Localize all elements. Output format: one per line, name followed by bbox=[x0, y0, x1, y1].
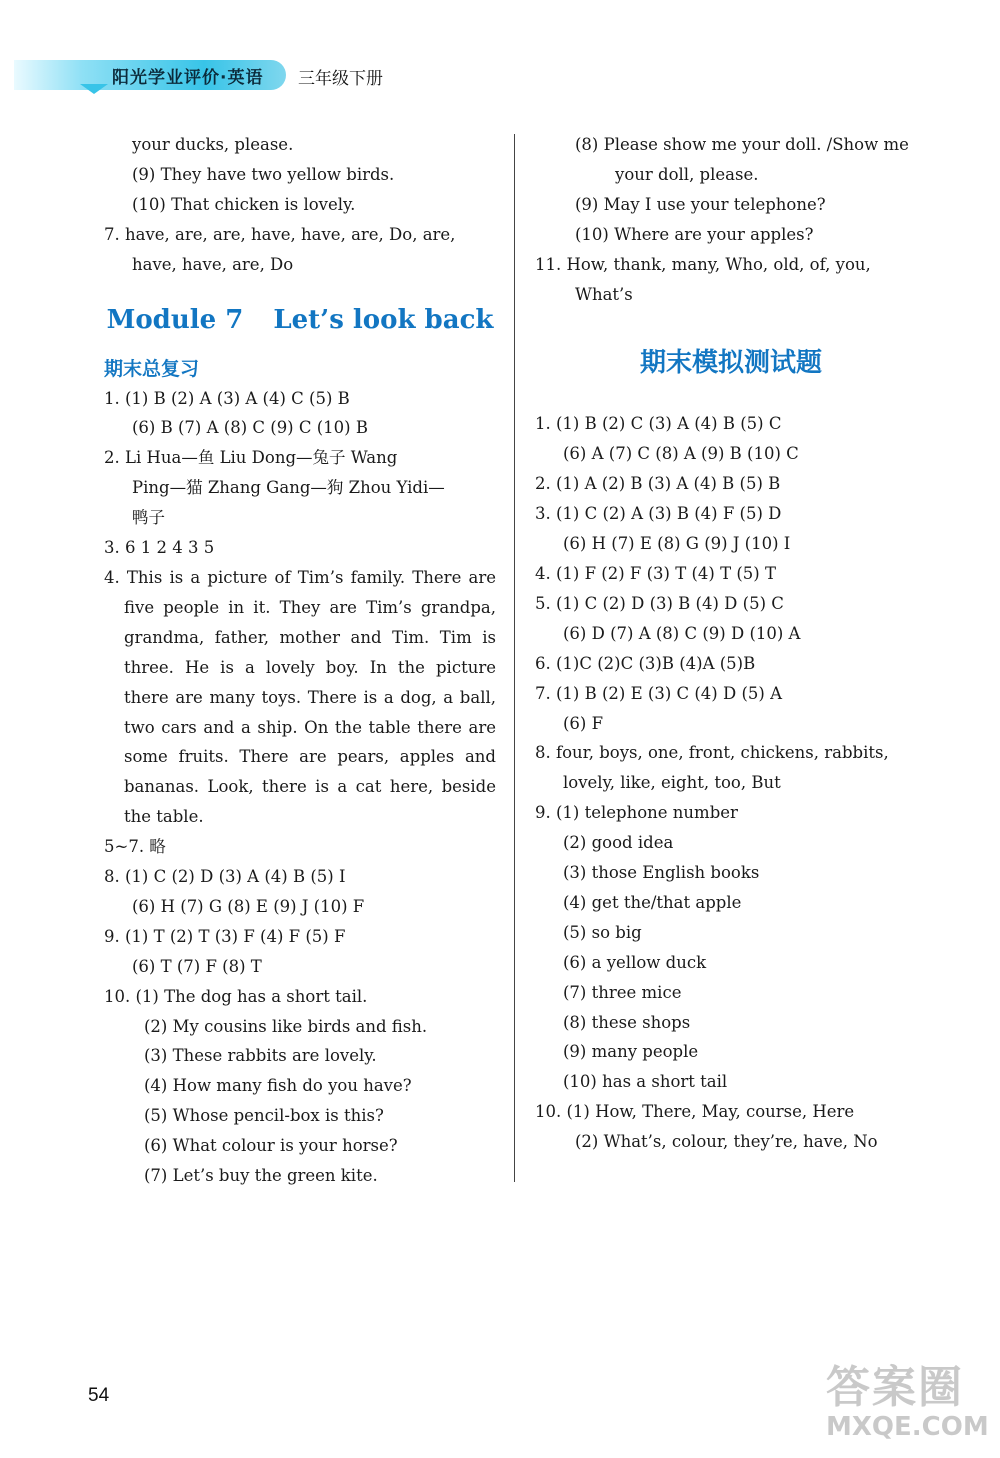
module-title bbox=[104, 300, 496, 340]
answer-line: (2) good idea bbox=[563, 833, 674, 853]
answer-line: 1. (1) B (2) C (3) A (4) B (5) C bbox=[535, 414, 782, 434]
answer-line: (9) They have two yellow birds. bbox=[132, 164, 395, 184]
answer-line: (6) B (7) A (8) C (9) C (10) B bbox=[132, 418, 368, 438]
book-title: 阳光学业评价·英语 bbox=[112, 68, 264, 88]
answer-line: (2) What’s, colour, they’re, have, No bbox=[575, 1132, 878, 1152]
answer-line: 2. (1) A (2) B (3) A (4) B (5) B bbox=[535, 474, 781, 494]
answer-line: (10) has a short tail bbox=[563, 1072, 728, 1092]
answer-line: 8. four, boys, one, front, chickens, rabbits, bbox=[535, 743, 889, 763]
answer-line: (6) A (7) C (8) A (9) B (10) C bbox=[563, 444, 799, 464]
answer-line: (8) Please show me your doll. /Show me bbox=[575, 135, 909, 154]
right-column bbox=[535, 130, 927, 1157]
answer-line: your doll, please. bbox=[615, 164, 759, 184]
answer-line: 7. (1) B (2) E (3) C (4) D (5) A bbox=[535, 683, 782, 703]
answer-line: (3) These rabbits are lovely. bbox=[144, 1046, 377, 1066]
watermark-logo bbox=[826, 1364, 994, 1450]
answer-line: 4. (1) F (2) F (3) T (4) T (5) T bbox=[535, 563, 776, 583]
answer-line: (2) My cousins like birds and fish. bbox=[144, 1016, 428, 1036]
answer-line: (6) T (7) F (8) T bbox=[132, 956, 262, 976]
answer-line: 8. (1) C (2) D (3) A (4) B (5) I bbox=[104, 867, 346, 887]
answer-line: (10) That chicken is lovely. bbox=[132, 194, 356, 214]
book-grade: 三年级下册 bbox=[298, 69, 383, 89]
header-band-notch bbox=[80, 84, 108, 94]
answer-line: 5~7. 略 bbox=[104, 837, 166, 857]
answer-line: 7. have, are, are, have, have, are, Do, are, bbox=[104, 224, 456, 244]
answer-line: (9) many people bbox=[563, 1042, 699, 1062]
column-divider bbox=[514, 134, 515, 1182]
answer-line: Ping—猫 Zhang Gang—狗 Zhou Yidi— bbox=[132, 478, 445, 498]
answer-line: (7) Let’s buy the green kite. bbox=[144, 1166, 378, 1186]
answer-line: 鸭子 bbox=[132, 508, 165, 528]
module-name: Let’s look back bbox=[273, 304, 494, 335]
answer-line: (6) What colour is your horse? bbox=[144, 1136, 398, 1156]
answer-line: (3) those English books bbox=[563, 863, 760, 883]
answer-line: your ducks, please. bbox=[132, 135, 294, 154]
answer-line: (7) three mice bbox=[563, 982, 682, 1002]
answer-line: 10. (1) The dog has a short tail. bbox=[104, 986, 368, 1006]
answer-line: (9) May I use your telephone? bbox=[575, 194, 826, 214]
answer-line: (4) get the/that apple bbox=[563, 892, 742, 912]
answer-line: 3. (1) C (2) A (3) B (4) F (5) D bbox=[535, 504, 782, 524]
exam-title: 期末模拟测试题 bbox=[639, 348, 822, 379]
answer-line: (6) F bbox=[563, 713, 604, 733]
answer-line: 1. (1) B (2) A (3) A (4) C (5) B bbox=[104, 388, 350, 408]
answer-line: (6) H (7) G (8) E (9) J (10) F bbox=[132, 896, 365, 916]
answer-line: 11. How, thank, many, Who, old, of, you, bbox=[535, 254, 871, 274]
answer-line: (8) these shops bbox=[563, 1012, 691, 1032]
answer-paragraph: 4. This is a picture of Tim’s family. There are five people in it. They are Tim’s grandpa, grandma, father, mother and Tim. Tim is three. He is a lovely boy. In the picture there are many toys. There is a dog, a ball, two cars and a ship. On the table there are some fruits. There are pears, apples and bananas. Look, there is a cat here, beside the table. bbox=[104, 567, 496, 827]
answer-line: 9. (1) T (2) T (3) F (4) F (5) F bbox=[104, 926, 346, 946]
module-number: Module 7 bbox=[106, 304, 244, 335]
answer-line: (5) Whose pencil-box is this? bbox=[144, 1106, 384, 1126]
answer-line: (6) a yellow duck bbox=[563, 952, 707, 972]
answer-line: 6. (1)C (2)C (3)B (4)A (5)B bbox=[535, 653, 756, 673]
answer-line: 5. (1) C (2) D (3) B (4) D (5) C bbox=[535, 593, 784, 613]
answer-line: (5) so big bbox=[563, 922, 642, 942]
answer-line: (6) D (7) A (8) C (9) D (10) A bbox=[563, 623, 801, 643]
answer-line: (4) How many fish do you have? bbox=[144, 1076, 412, 1096]
answer-line: (6) H (7) E (8) G (9) J (10) I bbox=[563, 534, 791, 554]
answer-line: 2. Li Hua—鱼 Liu Dong—兔子 Wang bbox=[104, 448, 398, 468]
watermark-url: MXQE.COM bbox=[826, 1412, 989, 1442]
answer-line: 3. 6 1 2 4 3 5 bbox=[104, 538, 215, 558]
watermark-mark: 答案圈 bbox=[826, 1362, 964, 1413]
page-number: 54 bbox=[88, 1385, 110, 1406]
section-heading: 期末总复习 bbox=[104, 357, 200, 380]
answer-line: 10. (1) How, There, May, course, Here bbox=[535, 1102, 855, 1122]
answer-line: (10) Where are your apples? bbox=[575, 224, 814, 244]
answer-line: 9. (1) telephone number bbox=[535, 803, 738, 823]
answer-line: What’s bbox=[575, 284, 633, 304]
answer-line: lovely, like, eight, too, But bbox=[563, 773, 781, 793]
left-column bbox=[104, 130, 496, 1191]
answer-line: have, have, are, Do bbox=[132, 254, 294, 274]
